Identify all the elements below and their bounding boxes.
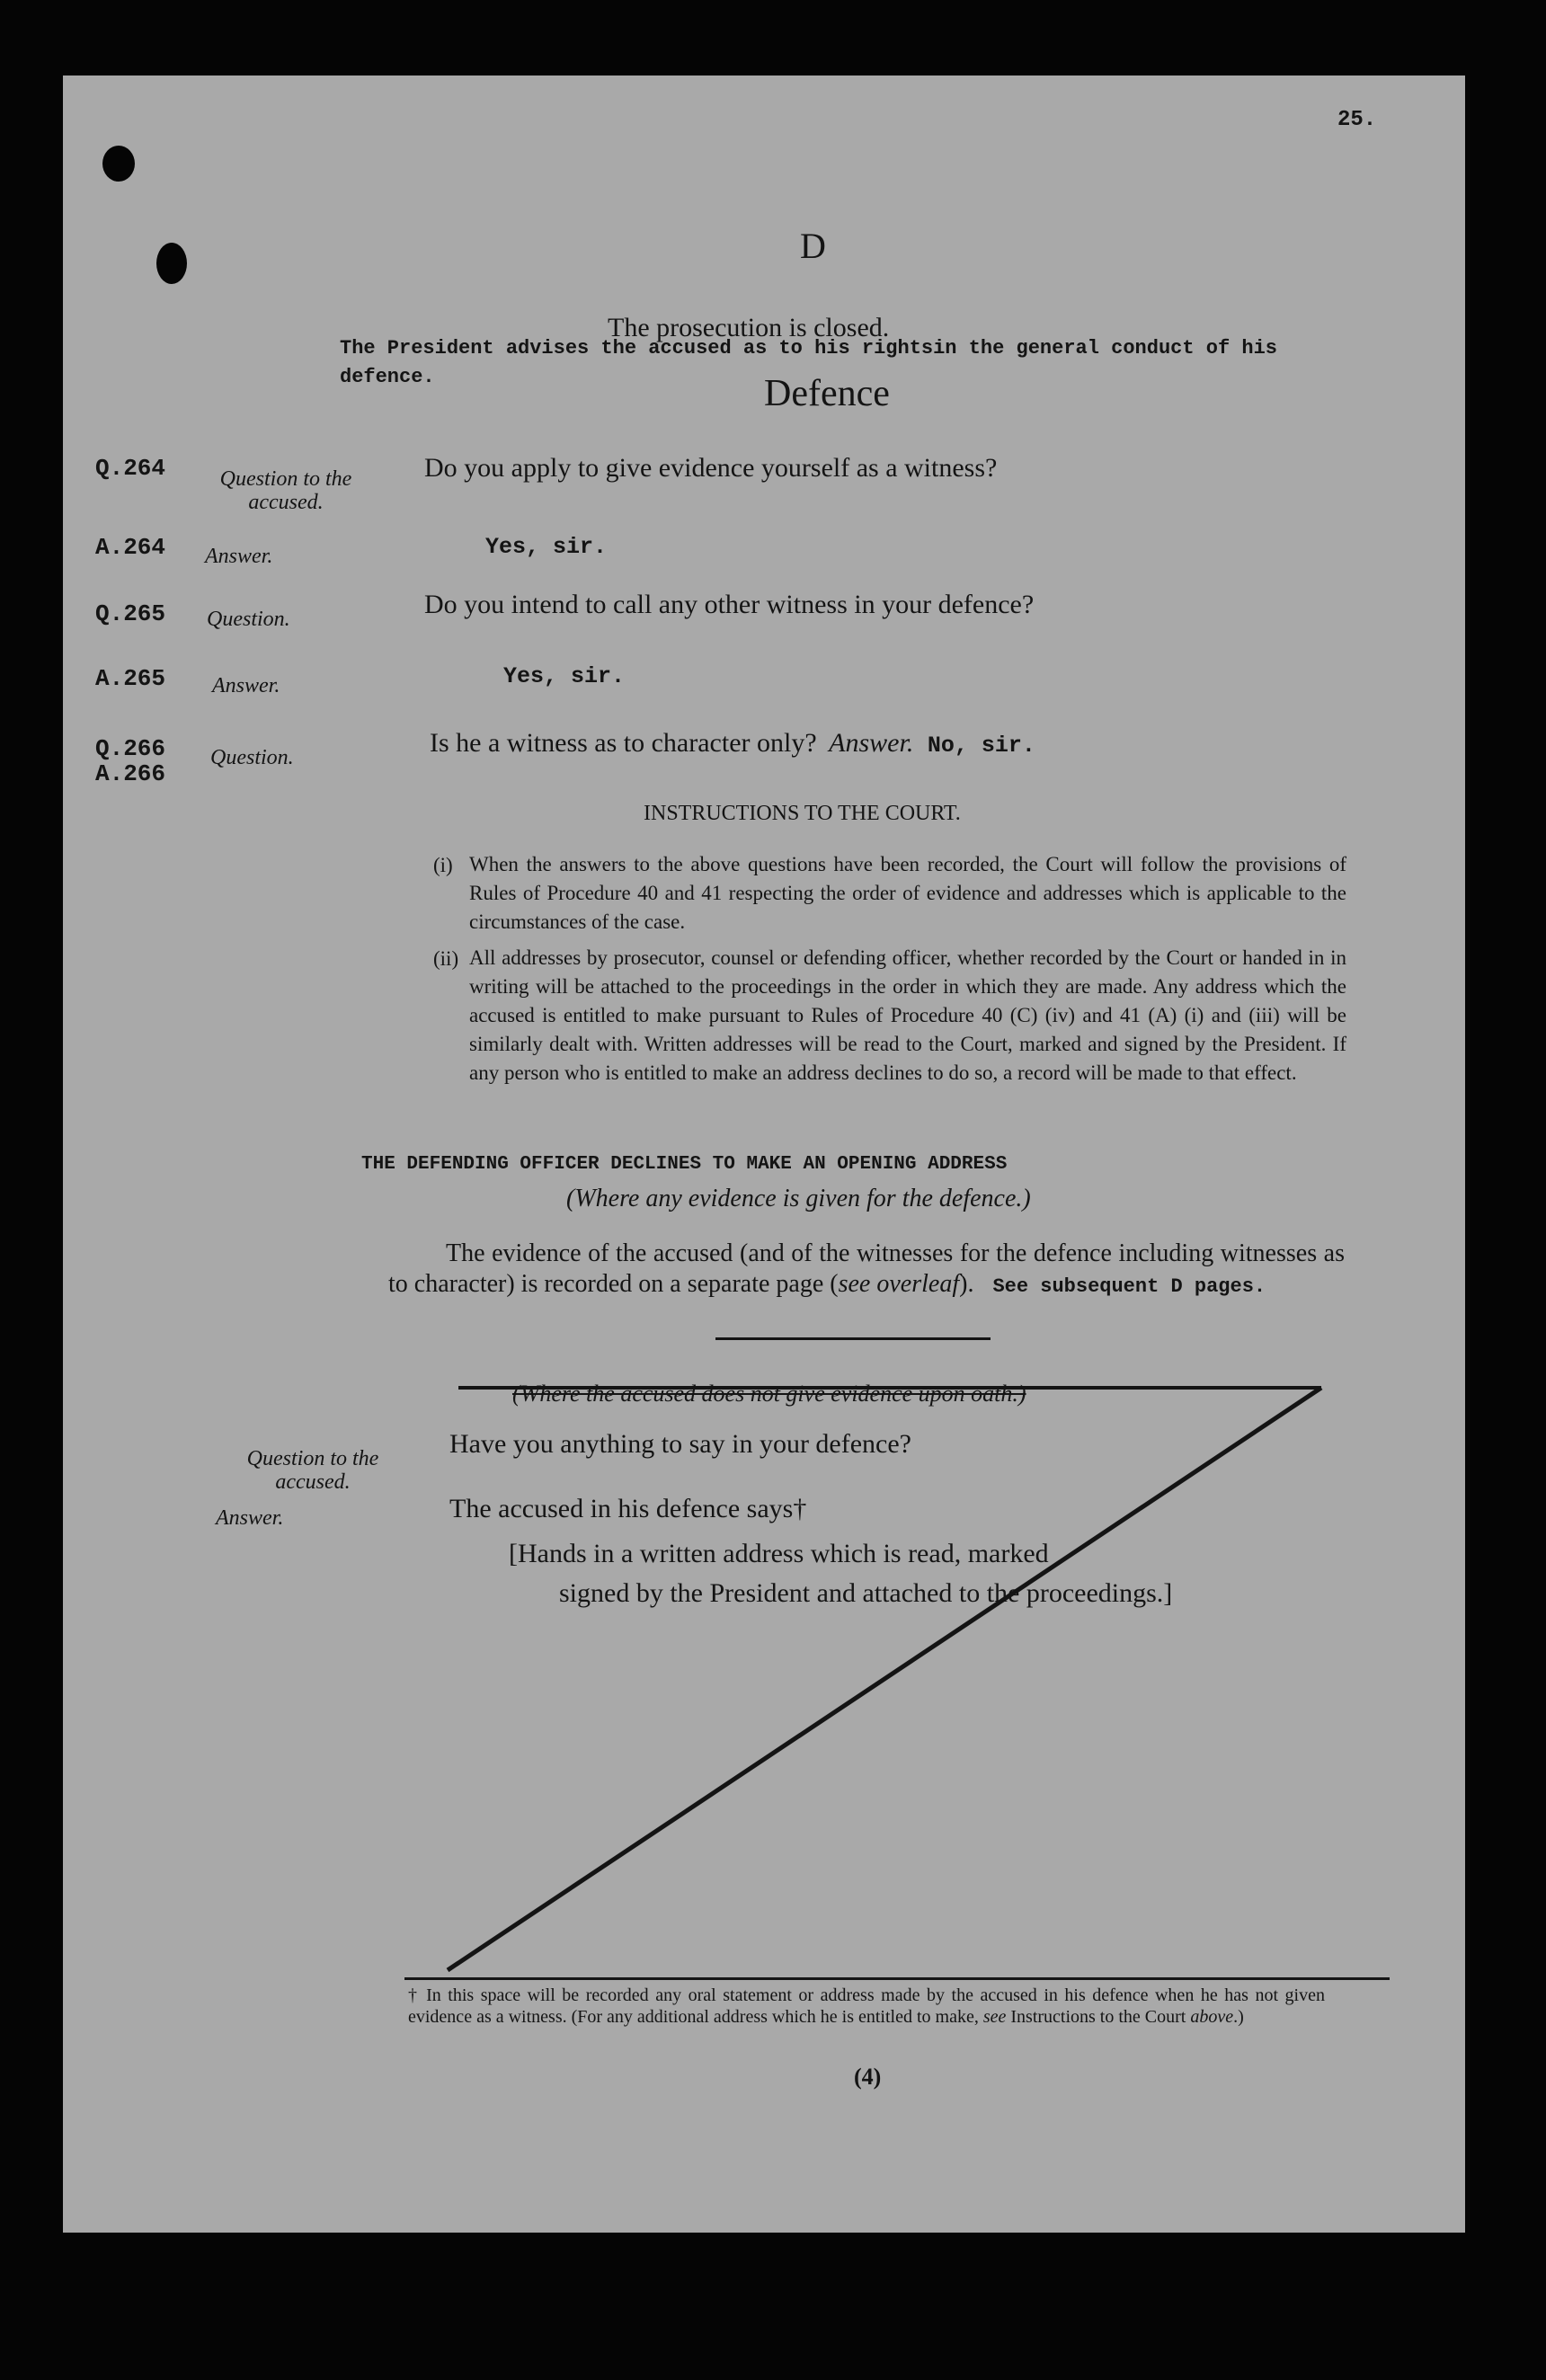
instruction-marker: (i) (433, 854, 453, 876)
question-text: Do you intend to call any other witness in your defence? (424, 590, 1035, 619)
defending-officer-note: THE DEFENDING OFFICER DECLINES TO MAKE AN OPENING ADDRESS (361, 1154, 1008, 1175)
footnote-text-b: Instructions to the Court (1006, 2007, 1191, 2027)
question-text-body: Is he a witness as to character only? (430, 728, 817, 758)
evidence-text: The evidence of the accused (and of the witnesses for the defence including witnesses as to character) is recorded on a separate page ( (388, 1239, 1345, 1298)
question-label: Question. (207, 608, 290, 631)
footnote-above: above (1190, 2007, 1234, 2027)
footnote-text: † In this space will be recorded any oral statement or address made by the accused in his defence when he has not given evidence as a witness. (For any additional address which he is entitled to make, (408, 1985, 1325, 2027)
strike-through-marks (63, 75, 1465, 2233)
typed-answer: No, sir. (927, 733, 1035, 759)
footnote (408, 1985, 1325, 2028)
bracket-line: signed by the President and attached to the proceedings.] (559, 1578, 1173, 1608)
document-page (63, 75, 1465, 2233)
answer-inline-label: Answer. (829, 728, 914, 758)
question-text: Do you apply to give evidence yourself as a witness? (424, 453, 998, 483)
instruction-text: When the answers to the above questions have been recorded, the Court will follow the provisions of Rules of Procedure 40 and 41 respecting the order of evidence and addresses which is applicable to the circumstances of the case. (469, 853, 1346, 933)
instruction-text: All addresses by prosecutor, counsel or defending officer, whether recorded by the Court or handed in in writing will be attached to the proceedings in the order in which they are made. Any address which the accused is entitled to make pursuant to Rules of Procedure 40 (C) (iv) and 41 (A) (i) and (iii) will be similarly dealt with. Written addresses will be read to the Court, marked and signed by the President. If any person who is entitled to make an address declines to do so, a record will be made to that effect. (469, 946, 1346, 1084)
footnote-see: see (982, 2007, 1007, 2027)
page-number: (4) (854, 2064, 882, 2090)
instruction-marker: (ii) (433, 947, 459, 970)
answer-label: Answer. (216, 1506, 284, 1530)
page-title: Defence (764, 373, 890, 414)
bracket-line: [Hands in a written address which is read, marked (509, 1539, 1049, 1568)
president-note: The President advises the accused as to his rightsin the general conduct of his defence. (340, 337, 1277, 388)
form-letter: D (800, 226, 826, 266)
evidence-section-heading: (Where any evidence is given for the defence.) (566, 1185, 1031, 1212)
answer-number: A.266 (95, 760, 166, 787)
defence-question: Have you anything to say in your defence? (449, 1429, 911, 1459)
answer-number: A.265 (95, 665, 166, 692)
question-number: Q.265 (95, 600, 166, 627)
question-label-text: Question to the accused. (246, 1447, 379, 1494)
evidence-overleaf: overleaf (876, 1270, 960, 1298)
question-label-text: Question to the accused. (219, 467, 352, 514)
question-number: Q.264 (95, 455, 166, 482)
instructions-heading: INSTRUCTIONS TO THE COURT. (644, 802, 961, 825)
typed-answer: Yes, sir. (503, 663, 626, 689)
strike-diagonal (448, 1388, 1321, 1970)
evidence-close: ). (959, 1270, 974, 1298)
answer-label: Answer. (205, 545, 273, 568)
typed-note: See subsequent D pages. (992, 1275, 1266, 1298)
question-number: Q.266 (95, 735, 166, 762)
question-label: Question. (210, 746, 294, 769)
answer-number: A.264 (95, 534, 166, 561)
footnote-text-c: .) (1233, 2007, 1244, 2027)
no-evidence-heading: (Where the accused does not give evidence upon oath.) (512, 1381, 1026, 1407)
typed-answer: Yes, sir. (485, 534, 608, 560)
prosecution-closed-line: The prosecution is closed. (608, 313, 890, 342)
evidence-see: see (838, 1270, 871, 1298)
corner-page-number: 25. (1337, 108, 1377, 132)
answer-label: Answer. (212, 674, 280, 697)
defence-answer: The accused in his defence says† (449, 1494, 807, 1523)
footnote-rule (404, 1977, 1390, 1980)
